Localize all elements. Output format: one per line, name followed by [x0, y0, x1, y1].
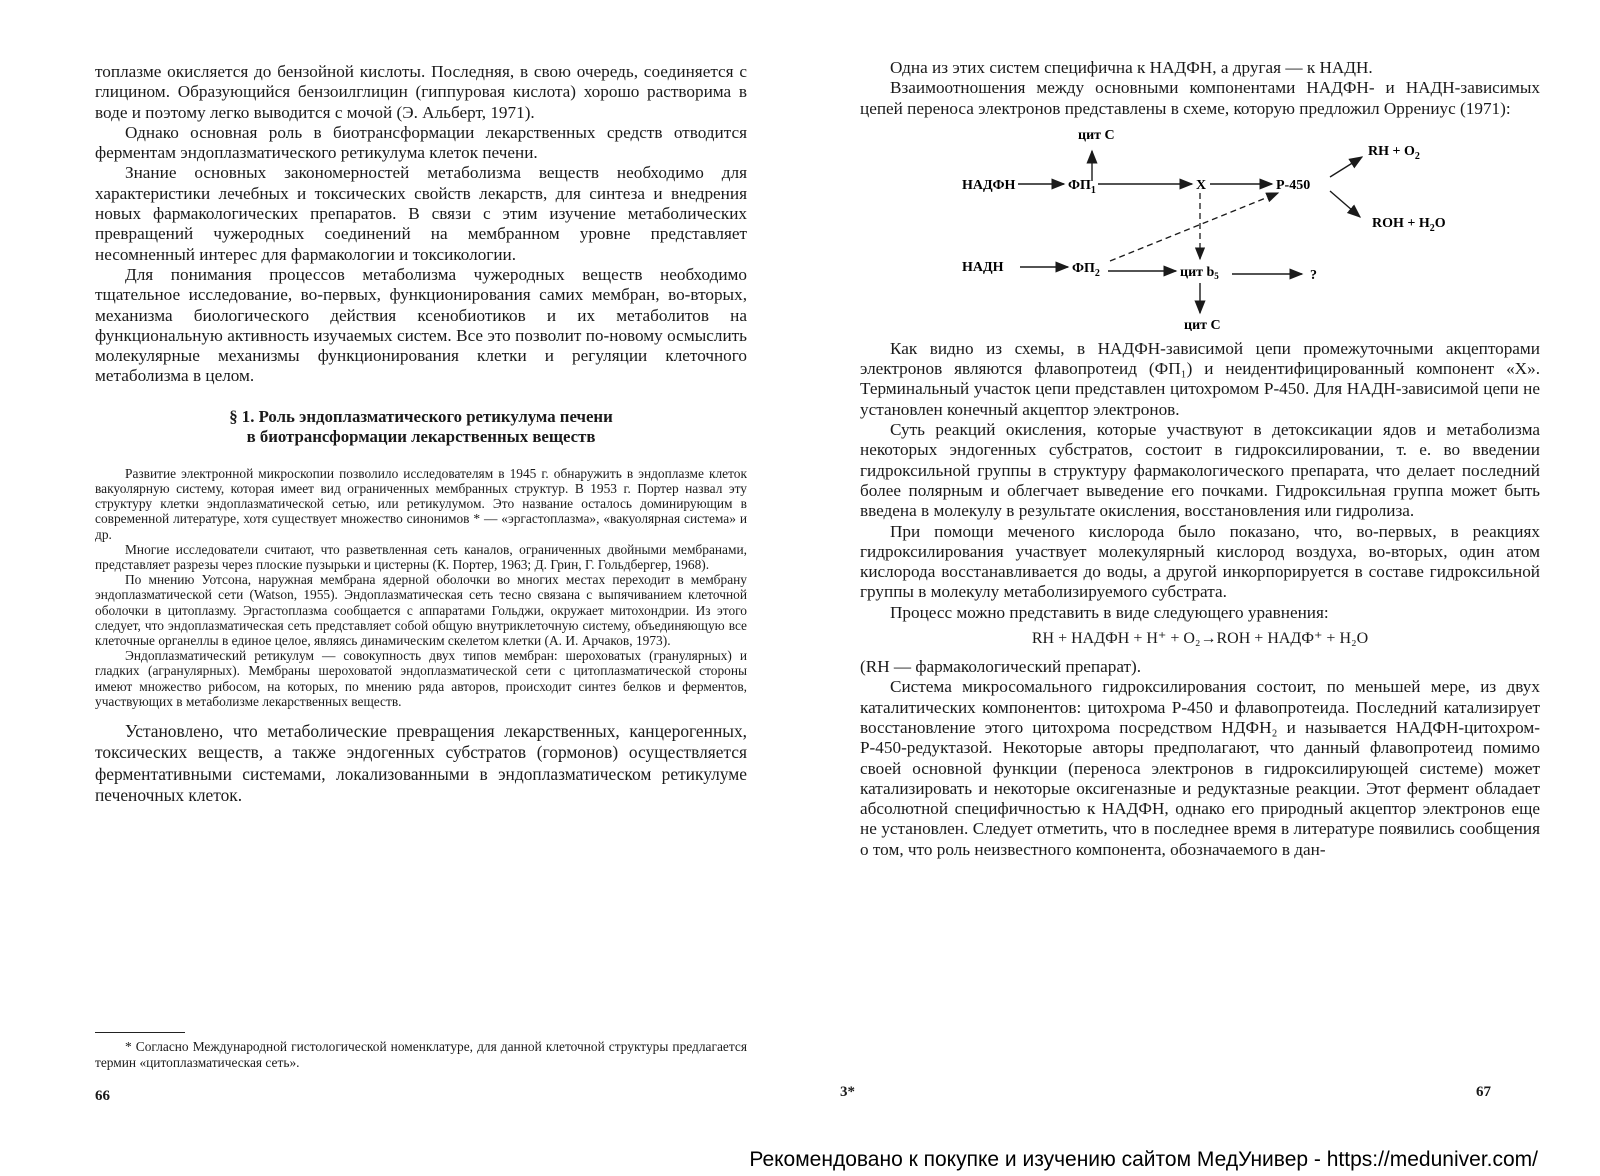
- right-page: [800, 0, 1600, 1176]
- footnote-rule: [95, 1032, 185, 1033]
- label-fp1: $ФП_1$: [1068, 177, 1096, 196]
- scheme-diagram: [860, 121, 1540, 331]
- arrow-fp2-to-p450: [1110, 193, 1278, 261]
- paragraph: При помощи меченого кислорода было показано, что, во-первых, в реакциях гидроксилирования участвует молекулярный кислород воздуха, во-вторых, один атом кислорода восстанавливается до воды, а другой инкорпорируется в составе гидроксильной группы в молекулу метаболизируемого субстрата.: [860, 521, 1540, 602]
- right-page-text: [860, 58, 1540, 860]
- paragraph: Система микросомального гидроксилирования состоит, по меньшей мере, из двух каталитических компонентов: цитохрома Р-450 и флавопротеида. Последний катализирует восстановление этого цитохрома посредством НДФН₂ и называется НАДФН-цитохром-Р-450-редуктазой. Некоторые авторы предполагают, что данный флавопротеид помимо своей основной функции (переноса электронов в гидроксилирующей системе) может катализировать и некоторые оксигеназные и редуктазные реакции. Этот фермент обладает абсолютной специфичностью к НАДФН, однако его природный акцептор электронов еще не установлен. Следует отметить, что в последнее время в литературе появились сообщения о том, что роль неизвестного компонента, обозначаемого в дан-: [860, 677, 1540, 859]
- arrow-p450-to-roh: [1330, 191, 1360, 217]
- section-heading-line-2: в биотрансформации лекарственных веществ: [246, 427, 596, 447]
- label-nadh: НАДН: [962, 259, 1004, 275]
- paragraph: Установлено, что метаболические превращения лекарственных, канцерогенных, токсических веществ, а также эндогенных субстратов (гормонов) осуществляется ферментативными системами, локализованными в эндоплазматическом ретикулуме печеночных клеток.: [95, 721, 747, 806]
- paragraph: Знание основных закономерностей метаболизма веществ необходимо для характеристики лечебных и токсических свойств лекарств, для синтеза и внедрения новых фармакологических препаратов. В связи с этим изучение метаболических превращений чужеродных соединений на мембранном уровне представляет несомненный интерес для фармакологии и токсикологии.: [95, 163, 747, 264]
- equation-note: (RH — фармакологический препарат).: [860, 657, 1142, 677]
- label-rh-o2: RH + $O_2$: [1368, 143, 1420, 162]
- label-cyt-c-top: цит С: [1078, 127, 1115, 143]
- paragraph: топлазме окисляется до бензойной кислоты. Последняя, в свою очередь, соединяется с глицином. Образующийся бензоилглицин (гиппуровая кислота) хорошо растворима в воде и поэтому легко выводится с мочой (Э. Альберт, 1971).: [95, 62, 747, 122]
- label-cyt-b5: цит $b_5$: [1180, 264, 1219, 281]
- paragraph: Процесс можно представить в виде следующего уравнения:: [890, 602, 1329, 622]
- label-roh-h2o: ROH + $H_2O$: [1372, 215, 1446, 234]
- paragraph: Для понимания процессов метаболизма чужеродных веществ необходимо тщательное исследование, во-первых, функционирования самих мембран, во-вторых, механизма биологического действия ксенобиотиков и их метаболитов на функциональную активность изучаемых систем. Все это позволит по-новому осмыслить молекулярные механизмы функционирования клетки и регуляции клеточного метаболизма в целом.: [95, 264, 747, 386]
- arrow-p450-to-rh: [1330, 157, 1362, 177]
- paragraph: Одна из этих систем специфична к НАДФН, а другая — к НАДН.: [890, 58, 1373, 77]
- reaction-equation: RH + НАДФН + H⁺ + O₂→ROH + НАДФ⁺ + H₂O: [1031, 630, 1369, 648]
- label-cyt-c-bottom: цит С: [1184, 317, 1221, 331]
- page-number: 67: [1476, 1084, 1491, 1100]
- footnote-block: [95, 1032, 747, 1071]
- left-page-text: [95, 62, 747, 807]
- small-paragraph: Эндоплазматический ретикулум — совокупность двух типов мембран: шероховатых (гранулярных) и гладких (агранулярных). Мембраны шероховатой эндоплазматической сети с цитоплазматической стороны имеют множество рибосом, на которых, по мнению ряда авторов, происходит синтез белков и ферментов, участвующих в метаболизме лекарственных веществ.: [95, 648, 747, 709]
- small-paragraph: По мнению Уотсона, наружная мембрана ядерной оболочки во многих местах переходит в мембрану эндоплазматической сети (Watson, 1955). Эндоплазматическая сеть тесно связана с выпячиванием клеточной оболочки в цитоплазму. Эргастоплазма сообщается с аппаратами Гольджи, окружает митохондрии. Из этого следует, что эндоплазматическая сеть представляет собой общую внутриклеточную систему, объединяющую все клеточные органеллы в единое целое, являясь динамическим скелетом клетки (А. И. Арчаков, 1973).: [95, 572, 747, 648]
- section-heading-line-1: § 1. Роль эндоплазматического ретикулума печени: [229, 406, 613, 426]
- footnote: * Согласно Международной гистологической номенклатуре, для данной клеточной структуры предлагается термин «цитоплазматическая сеть».: [95, 1039, 747, 1070]
- section-heading: [95, 407, 747, 448]
- paragraph: Суть реакций окисления, которые участвуют в детоксикации ядов и метаболизма некоторых эндогенных субстратов, состоит в гидроксилировании, т. е. во введении гидроксильной группы в структуру фармакологического препарата, что делает последний более полярным и облегчает выведение его почками. Гидроксильная группа может быть введена в молекулу в результате окисления, восстановления или гидролиза.: [860, 420, 1540, 521]
- small-paragraph: Многие исследователи считают, что разветвленная сеть каналов, ограниченных двойными мембранами, представляет разрезы через плоские пузырьки и цистерны (К. Портер, 1963; Д. Грин, Г. Гольдбергер, 1968).: [95, 541, 747, 572]
- electron-transfer-scheme: [860, 121, 1540, 331]
- watermark-text: Рекомендовано к покупке и изучению сайтом МедУнивер - https://meduniver.com/: [749, 1148, 1538, 1171]
- label-unknown: ?: [1310, 267, 1317, 283]
- paragraph: Взаимоотношения между основными компонентами НАДФН- и НАДН-зависимых цепей переноса электронов представлены в схеме, которую предложил Оррениус (1971):: [860, 78, 1540, 118]
- label-fp2: $ФП_2$: [1072, 260, 1100, 279]
- signature-mark: 3*: [840, 1084, 855, 1100]
- paragraph: Как видно из схемы, в НАДФН-зависимой цепи промежуточными акцепторами электронов являются флавопротеид (ФП₁) и неидентифицированный компонент «Х». Терминальный участок цепи представлен цитохромом Р-450. Для НАДН-зависимой цепи не установлен конечный акцептор электронов.: [860, 338, 1540, 419]
- label-p450: Р-450: [1276, 177, 1311, 193]
- page-number: 66: [95, 1088, 110, 1104]
- paragraph: Однако основная роль в биотрансформации лекарственных средств отводится ферментам эндоплазматического ретикулума клеток печени.: [95, 122, 747, 163]
- label-nadph: НАДФН: [962, 177, 1016, 193]
- label-x: X: [1196, 177, 1207, 193]
- small-paragraph: Развитие электронной микроскопии позволило исследователям в 1945 г. обнаружить в эндоплазме клеток вакуолярную систему, которая имеет вид ограниченных мембранных структур. В 1953 г. Портер назвал эту структуру клетки эндоплазматической сетью, или ретикулумом. Это название осталось доминирующим в современной литературе, хотя существует множество синонимов * — «эргастоплазма», «вакуолярная система» и др.: [95, 465, 747, 542]
